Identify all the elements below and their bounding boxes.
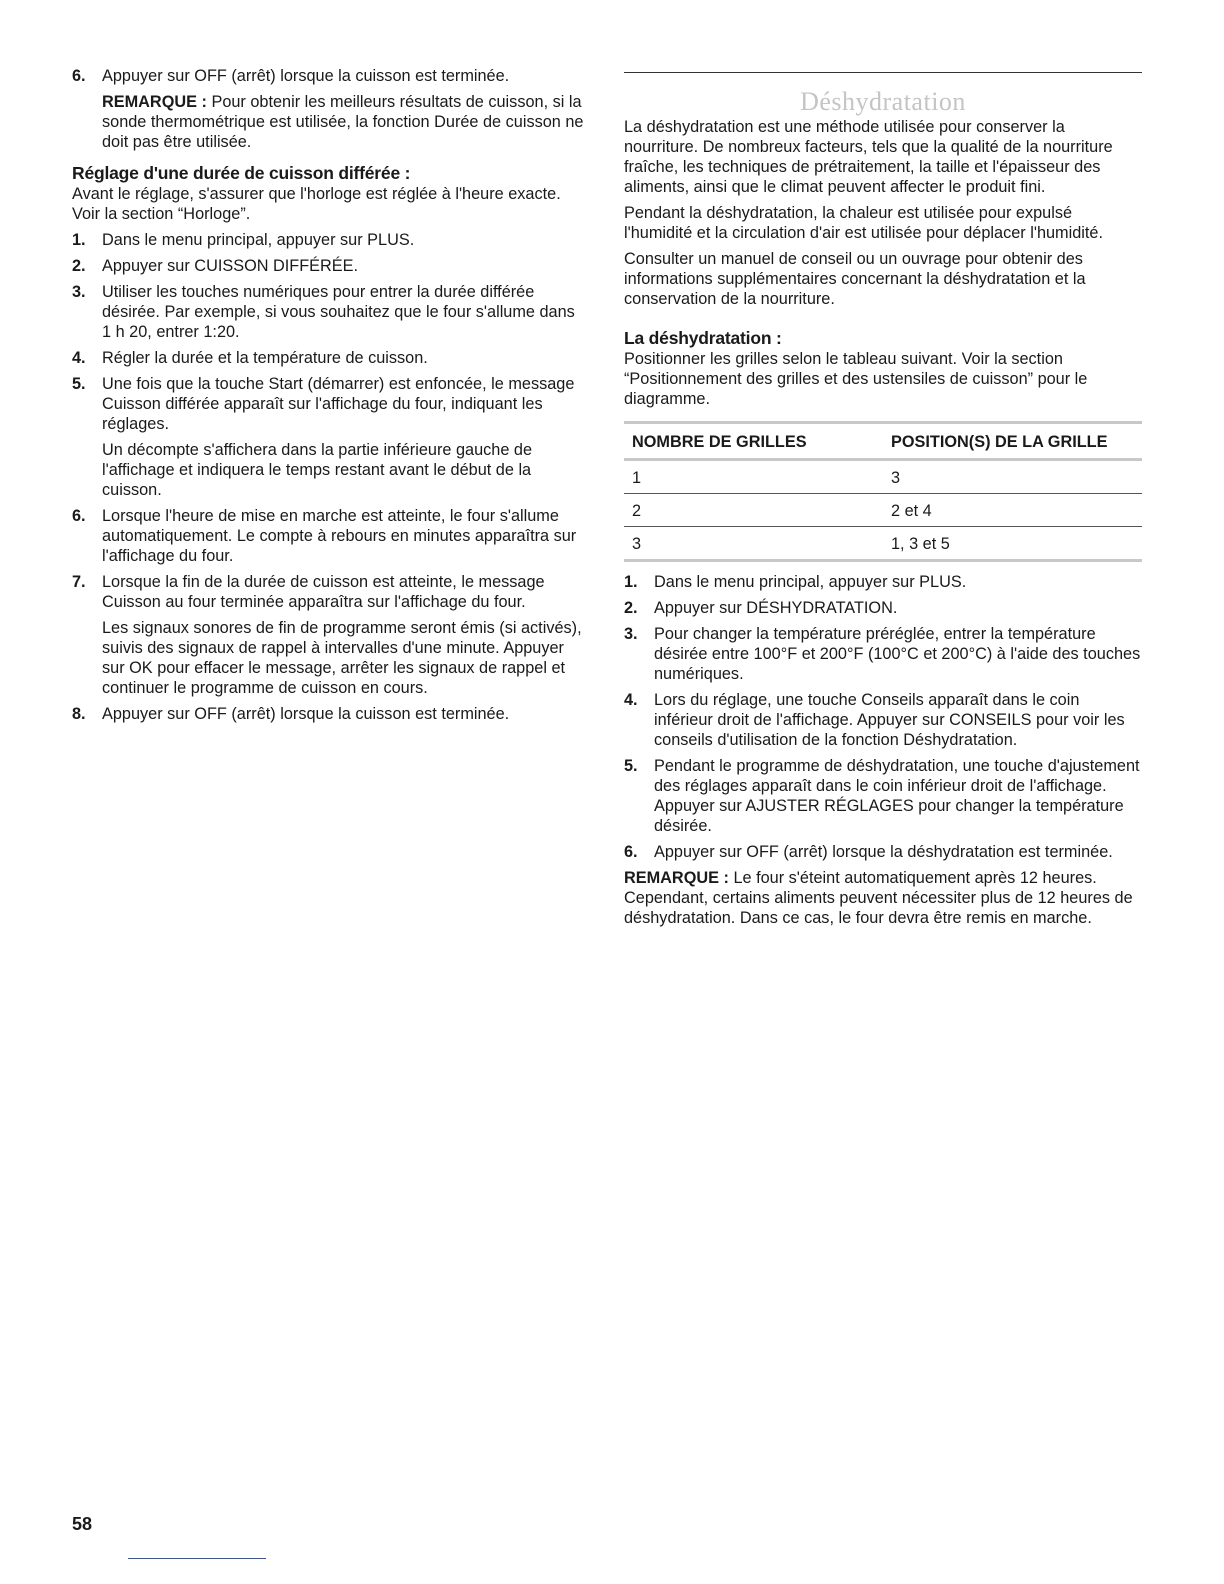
list-item <box>72 704 588 724</box>
steps-list <box>624 572 1142 862</box>
paragraph: La déshydratation est une méthode utilisée pour conserver la nourriture. De nombreux facteurs, tels que la qualité de la nourriture fraîche, les techniques de prétraitement, la taille et l'épaisseur des aliments, ainsi que le climat peuvent affecter le produit fini. <box>624 118 1113 196</box>
list-item <box>624 624 1142 684</box>
paragraph: Pendant la déshydratation, la chaleur est utilisée pour expulsé l'humidité et la circulation d'air est utilisée pour déplacer l'humidité. <box>624 204 1104 242</box>
step-subtext: Les signaux sonores de fin de programme seront émis (si activés), suivis des signaux de rappel à intervalles d'une minute. Appuyer sur OK pour effacer le message, arrêter les signaux de rappel et continuer le programme de cuisson en cours. <box>102 619 582 697</box>
list-item <box>624 690 1142 750</box>
table-header: POSITION(S) DE LA GRILLE <box>883 423 1142 460</box>
note-label: REMARQUE : <box>102 93 207 111</box>
table-cell: 3 <box>624 527 883 561</box>
list-item <box>72 348 588 368</box>
note-text: Pour obtenir les meilleurs résultats de cuisson, si la sonde thermométrique est utilisée, la fonction Durée de cuisson ne doit pas être utilisée. <box>102 93 584 151</box>
step-text: Dans le menu principal, appuyer sur PLUS. <box>654 573 967 591</box>
step-number: 1. <box>72 231 86 249</box>
step-number: 6. <box>72 67 86 85</box>
table-cell: 3 <box>883 460 1142 494</box>
step-text: Lorsque la fin de la durée de cuisson est atteinte, le message Cuisson au four terminée apparaîtra sur l'affichage du four. <box>102 573 545 611</box>
step-number: 6. <box>624 843 638 861</box>
step-number: 8. <box>72 705 86 723</box>
step-text: Lors du réglage, une touche Conseils apparaît dans le coin inférieur droit de l'affichage. Appuyer sur CONSEILS pour voir les conseils d'utilisation de la fonction Déshydratation. <box>654 691 1125 749</box>
step-text: Pendant le programme de déshydratation, une touche d'ajustement des réglages apparaît dans le coin inférieur droit de l'affichage. Appuyer sur AJUSTER RÉGLAGES pour changer la température désirée. <box>654 757 1140 835</box>
table-cell: 1, 3 et 5 <box>883 527 1142 561</box>
table-cell: 2 <box>624 494 883 527</box>
table-row <box>624 527 1142 561</box>
step-text: Régler la durée et la température de cuisson. <box>102 349 428 367</box>
step-number: 5. <box>72 375 86 393</box>
step-text: Appuyer sur DÉSHYDRATATION. <box>654 599 898 617</box>
table-header-row <box>624 423 1142 460</box>
section-heading: La déshydratation : <box>624 328 782 348</box>
page-number: 58 <box>72 1514 93 1534</box>
step-text: Dans le menu principal, appuyer sur PLUS. <box>102 231 415 249</box>
list-item <box>624 598 1142 618</box>
rack-table <box>624 421 1142 562</box>
step-text: Appuyer sur OFF (arrêt) lorsque la cuisson est terminée. <box>102 67 510 85</box>
step-number: 4. <box>72 349 86 367</box>
section-heading: Réglage d'une durée de cuisson différée : <box>72 163 411 183</box>
left-column <box>72 66 588 730</box>
step-number: 4. <box>624 691 638 709</box>
step-number: 6. <box>72 507 86 525</box>
list-item <box>72 66 588 152</box>
note-text: Le four s'éteint automatiquement après 12 heures. Cependant, certains aliments peuvent nécessiter plus de 12 heures de déshydratation. Dans ce cas, le four devra être remis en marche. <box>624 869 1133 927</box>
step-text: Appuyer sur OFF (arrêt) lorsque la déshydratation est terminée. <box>654 843 1113 861</box>
list-item <box>72 572 588 698</box>
table-row <box>624 460 1142 494</box>
note <box>102 92 588 152</box>
steps-list <box>72 230 588 724</box>
top-divider <box>624 72 1142 73</box>
step-text: Lorsque l'heure de mise en marche est atteinte, le four s'allume automatiquement. Le compte à rebours en minutes apparaîtra sur l'affichage du four. <box>102 507 577 565</box>
note-label: REMARQUE : <box>624 869 729 887</box>
step-number: 7. <box>72 573 86 591</box>
step-text: Appuyer sur OFF (arrêt) lorsque la cuisson est terminée. <box>102 705 510 723</box>
table-cell: 1 <box>624 460 883 494</box>
intro-text: Positionner les grilles selon le tableau suivant. Voir la section “Positionnement des grilles et des ustensiles de cuisson” pour le diagramme. <box>624 350 1088 408</box>
step-text: Utiliser les touches numériques pour entrer la durée différée désirée. Par exemple, si vous souhaitez que le four s'allume dans 1 h 20, entrer 1:20. <box>102 283 575 341</box>
note <box>624 868 1142 928</box>
list-item <box>72 256 588 276</box>
list-item <box>72 282 588 342</box>
step-number: 3. <box>624 625 638 643</box>
list-item <box>72 374 588 500</box>
table-row <box>624 494 1142 527</box>
paragraph: Consulter un manuel de conseil ou un ouvrage pour obtenir des informations supplémentaires concernant la déshydratation et la conservation de la nourriture. <box>624 250 1086 308</box>
step-number: 1. <box>624 573 638 591</box>
step-text: Une fois que la touche Start (démarrer) est enfoncée, le message Cuisson différée apparaît sur l'affichage du four, indiquant les réglages. <box>102 375 575 433</box>
list-item <box>624 572 1142 592</box>
step-subtext: Un décompte s'affichera dans la partie inférieure gauche de l'affichage et indiquera le temps restant avant le début de la cuisson. <box>102 441 533 499</box>
table-header: NOMBRE DE GRILLES <box>624 423 883 460</box>
step-number: 2. <box>624 599 638 617</box>
intro-text: Avant le réglage, s'assurer que l'horloge est réglée à l'heure exacte. Voir la section “Horloge”. <box>72 185 561 223</box>
list-item <box>72 230 588 250</box>
section-title: Déshydratation <box>800 87 966 116</box>
list-item <box>72 506 588 566</box>
footer-divider <box>128 1558 266 1559</box>
step-number: 3. <box>72 283 86 301</box>
table-cell: 2 et 4 <box>883 494 1142 527</box>
list-item <box>624 842 1142 862</box>
right-column <box>624 72 1142 928</box>
list-item <box>624 756 1142 836</box>
step-number: 5. <box>624 757 638 775</box>
step-text: Pour changer la température préréglée, entrer la température désirée entre 100°F et 200°F (100°C et 200°C) à l'aide des touches numériques. <box>654 625 1141 683</box>
step-text: Appuyer sur CUISSON DIFFÉRÉE. <box>102 257 359 275</box>
step-number: 2. <box>72 257 86 275</box>
